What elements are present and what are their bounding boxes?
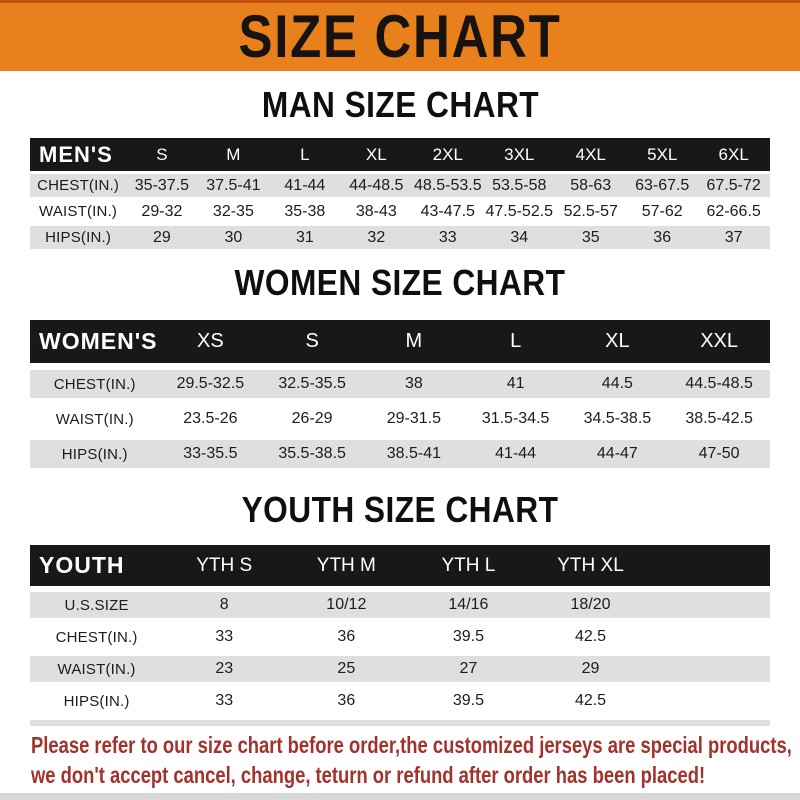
size-value: 14/16 — [448, 596, 489, 613]
column-header: M — [226, 144, 241, 164]
size-value: 18/20 — [570, 596, 611, 613]
table-corner-label: WOMEN'S — [39, 328, 158, 354]
table-row — [30, 656, 770, 682]
bottom-strip — [0, 793, 800, 800]
size-value: 57-62 — [641, 202, 683, 220]
size-value: 33 — [438, 228, 457, 246]
row-label: CHEST(IN.) — [53, 375, 136, 393]
size-value: 37 — [724, 228, 743, 246]
size-value: 33-35.5 — [183, 445, 238, 462]
column-header: XS — [197, 330, 224, 352]
size-value: 26-29 — [291, 410, 333, 427]
men-size-table — [30, 138, 770, 249]
size-value: 41-44 — [495, 445, 537, 462]
size-value: 8 — [219, 596, 229, 613]
size-value: 35-37.5 — [134, 176, 190, 194]
size-value: 32.5-35.5 — [278, 375, 346, 392]
column-header: 3XL — [504, 144, 535, 164]
table-corner-label: YOUTH — [39, 552, 125, 578]
column-header: S — [156, 144, 168, 164]
size-value: 58-63 — [570, 176, 612, 194]
row-label: WAIST(IN.) — [55, 410, 134, 428]
column-header: XL — [365, 144, 387, 164]
column-header: L — [300, 144, 310, 164]
size-value: 44-48.5 — [349, 176, 404, 194]
column-header: YTH XL — [557, 554, 624, 576]
column-header: S — [305, 330, 319, 352]
youth-section-title — [0, 489, 800, 531]
column-header: M — [405, 330, 423, 352]
section-women — [0, 262, 800, 468]
table-row — [30, 405, 770, 433]
size-value: 41 — [506, 375, 525, 392]
size-value: 32 — [367, 228, 386, 246]
size-value: 47-50 — [698, 445, 740, 462]
size-value: 42.5 — [574, 628, 607, 645]
size-value: 35.5-38.5 — [278, 445, 346, 462]
size-value: 47.5-52.5 — [485, 202, 554, 220]
column-header: 5XL — [647, 144, 678, 164]
men-section-title — [0, 84, 800, 126]
size-value: 44.5 — [601, 375, 633, 392]
section-men — [0, 84, 800, 249]
row-label: U.S.SIZE — [64, 596, 129, 614]
column-header: YTH L — [441, 554, 496, 576]
column-header: YTH S — [196, 554, 253, 576]
table-row — [30, 592, 770, 618]
size-value: 38 — [404, 375, 423, 392]
table-row — [30, 370, 770, 398]
youth-section-title-text: YOUTH SIZE CHART — [241, 489, 559, 530]
women-size-table — [30, 320, 770, 468]
size-value: 30 — [224, 228, 243, 246]
table-header-row — [30, 545, 770, 586]
size-value: 23 — [215, 660, 234, 677]
size-value: 42.5 — [574, 692, 607, 709]
row-label: WAIST(IN.) — [39, 203, 118, 220]
table-row — [30, 624, 770, 650]
footer-line-2: we don't accept cancel, change, teturn or refund after order has been placed! — [31, 762, 706, 788]
size-value: 38.5-42.5 — [685, 410, 753, 427]
size-value: 31.5-34.5 — [481, 410, 550, 427]
size-value: 29-32 — [141, 202, 183, 220]
column-header: 4XL — [575, 144, 606, 164]
size-value: 48.5-53.5 — [413, 176, 482, 194]
table-row — [30, 440, 770, 468]
size-value: 53.5-58 — [492, 176, 547, 194]
table-row — [30, 174, 770, 197]
column-header: 2XL — [432, 144, 463, 164]
size-value: 34.5-38.5 — [583, 410, 652, 427]
column-header: 6XL — [718, 144, 749, 164]
size-value: 62-66.5 — [706, 202, 761, 220]
size-value: 33 — [215, 692, 234, 709]
size-value: 33 — [215, 628, 234, 645]
size-value: 35 — [581, 228, 600, 246]
size-value: 36 — [337, 628, 356, 645]
size-value: 37.5-41 — [206, 176, 261, 194]
table-row — [30, 688, 770, 714]
size-value: 41-44 — [284, 176, 326, 194]
size-value: 25 — [337, 660, 356, 677]
size-value: 31 — [295, 228, 314, 246]
table-header-row — [30, 138, 770, 171]
row-label: HIPS(IN.) — [61, 445, 128, 463]
size-value: 10/12 — [326, 596, 367, 613]
table-header-row — [30, 320, 770, 363]
size-value: 27 — [459, 660, 478, 677]
footer-note — [31, 730, 791, 790]
row-label: CHEST(IN.) — [55, 628, 138, 646]
column-header: XXL — [700, 330, 739, 352]
row-label: HIPS(IN.) — [45, 229, 112, 246]
size-value: 63-67.5 — [635, 176, 690, 194]
size-value: 36 — [337, 692, 356, 709]
size-value: 29 — [581, 660, 600, 677]
size-value: 35-38 — [284, 202, 326, 220]
size-value: 29.5-32.5 — [176, 375, 245, 392]
table-corner-label: MEN'S — [39, 141, 113, 167]
size-value: 67.5-72 — [706, 176, 761, 194]
size-value: 23.5-26 — [183, 410, 238, 427]
size-value: 29-31.5 — [386, 410, 441, 427]
footer-line-1: Please refer to our size chart before order,the customized jerseys are special products, — [31, 732, 792, 758]
size-value: 38.5-41 — [386, 445, 441, 462]
men-section-title-text: MAN SIZE CHART — [261, 84, 539, 125]
section-youth — [0, 489, 800, 726]
size-value: 38-43 — [355, 202, 397, 220]
banner — [0, 0, 800, 71]
size-value: 39.5 — [452, 692, 484, 709]
women-section-title — [0, 262, 800, 304]
size-value: 34 — [510, 228, 529, 246]
banner-title: SIZE CHART — [238, 3, 562, 70]
women-section-title-text: WOMEN SIZE CHART — [234, 262, 566, 303]
youth-size-table — [30, 545, 770, 726]
column-header: L — [510, 330, 522, 352]
size-value: 32-35 — [212, 202, 254, 220]
column-header: YTH M — [316, 554, 376, 576]
row-label: WAIST(IN.) — [57, 660, 136, 678]
table-row — [30, 226, 770, 249]
size-value: 44.5-48.5 — [685, 375, 753, 392]
size-value: 44-47 — [596, 445, 638, 462]
size-value: 43-47.5 — [420, 202, 475, 220]
size-value: 39.5 — [452, 628, 484, 645]
size-value: 52.5-57 — [563, 202, 618, 220]
row-label: HIPS(IN.) — [63, 692, 130, 710]
size-value: 36 — [653, 228, 672, 246]
size-value: 29 — [153, 228, 171, 246]
row-label: CHEST(IN.) — [37, 177, 120, 194]
column-header: XL — [605, 330, 630, 352]
table-row — [30, 200, 770, 223]
